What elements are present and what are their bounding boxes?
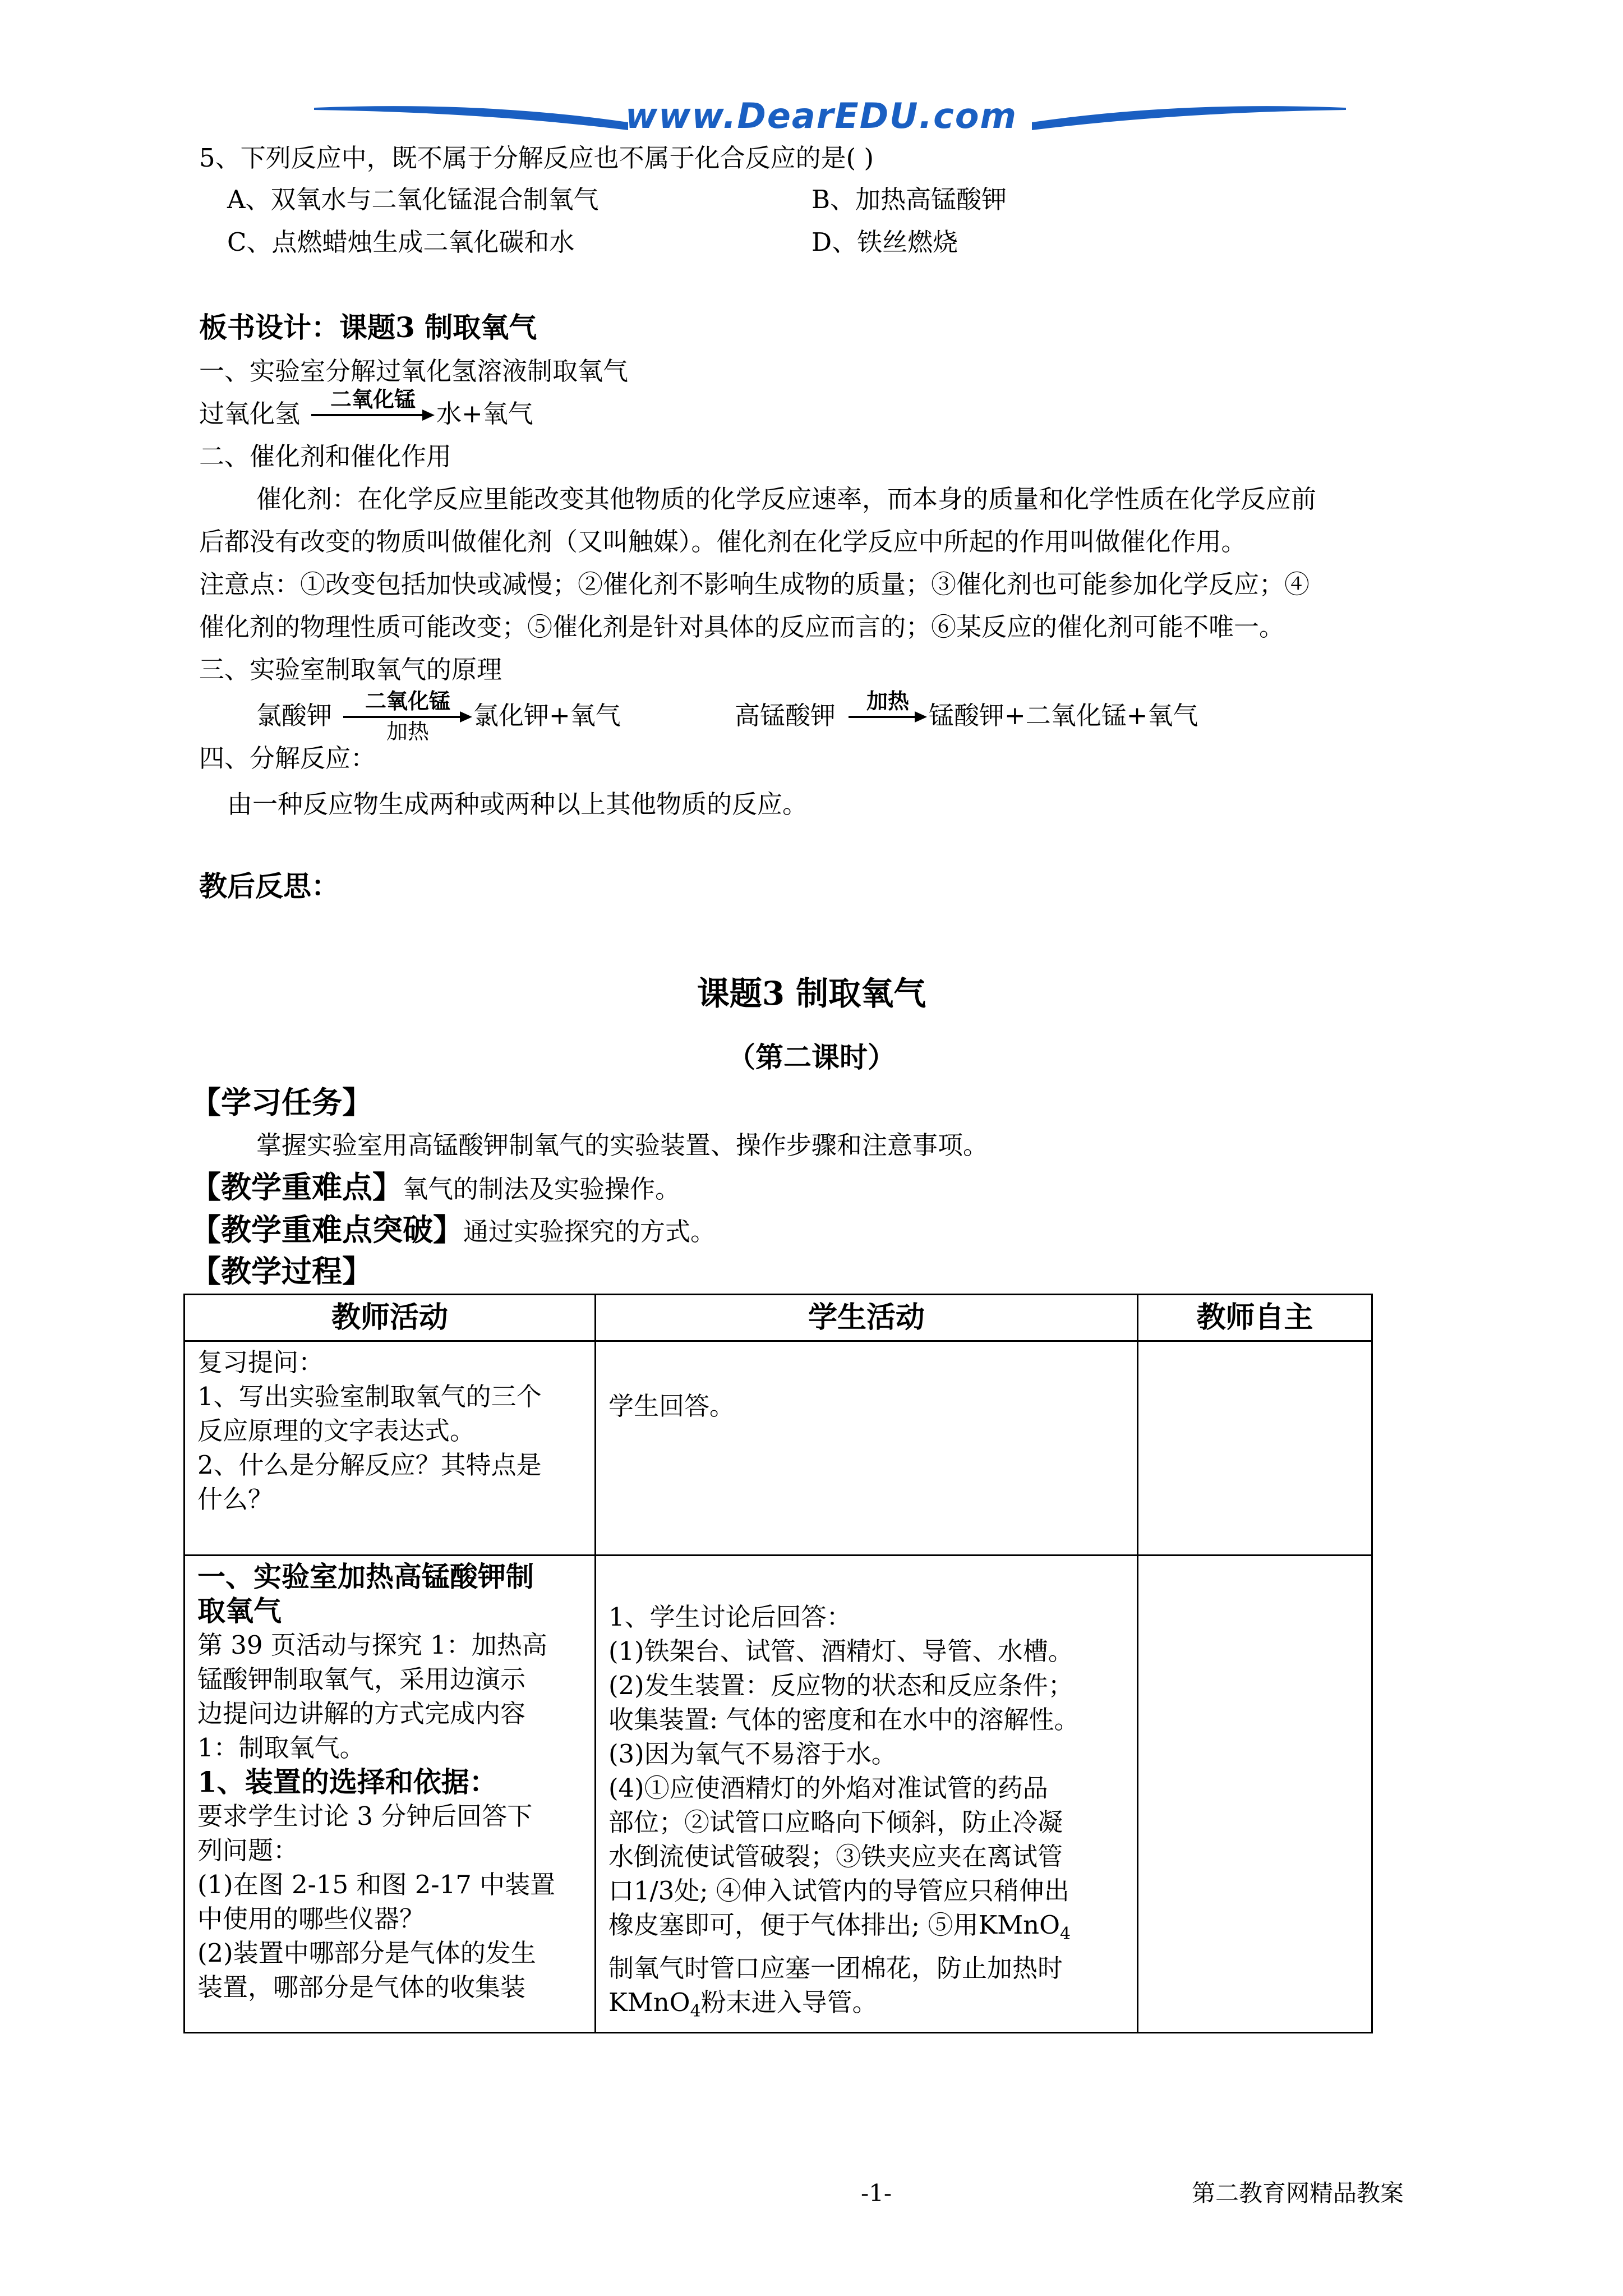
eq3-products: 锰酸钾+二氧化锰+氧气	[929, 701, 1198, 730]
eq3-reactant: 高锰酸钾	[735, 701, 836, 730]
eq2-condition: 加热	[386, 719, 429, 744]
decomposition-def: 由一种反应物生成两种或两种以上其他物质的反应。	[227, 789, 808, 819]
notes-1: 注意点：①改变包括加快或减慢；②催化剂不影响生成物的质量；③催化剂也可能参加化学反应；④	[199, 569, 1310, 599]
breakthrough-label: 【教学重难点突破】	[191, 1212, 463, 1248]
eq1-reactant: 过氧化氢	[199, 399, 301, 429]
row2-student-line	[608, 1908, 1124, 1951]
header-student-activity: 学生活动	[596, 1295, 1138, 1341]
row2-notes	[1138, 1556, 1372, 2033]
row2-student-line: 1、学生讨论后回答：	[608, 1602, 852, 1632]
breakthrough	[191, 1213, 716, 1249]
subscript-4: 4	[1060, 1924, 1071, 1944]
teaching-process-table	[183, 1294, 1373, 2033]
row2-student-line: (3)因为氧气不易溶于水。	[608, 1739, 897, 1769]
eq2-reactant: 氯酸钾	[256, 701, 333, 730]
process-label: 【教学过程】	[191, 1253, 372, 1289]
option-a: A、双氧水与二氧化锰混合制氧气	[227, 185, 599, 214]
row2-teacher-line: 中使用的哪些仪器？	[197, 1904, 425, 1934]
eq3-arrow	[849, 689, 927, 728]
row1-teacher-line: 1、写出实验室制取氧气的三个	[197, 1382, 542, 1411]
site-logo-text: www.DearEDU.com	[625, 95, 1018, 136]
header-teacher-notes: 教师自主	[1138, 1295, 1372, 1341]
eq2-catalyst: 二氧化锰	[365, 688, 450, 714]
question-stem: 5、下列反应中，既不属于分解反应也不属于化合反应的是( )	[199, 143, 874, 173]
row2-teacher-line: 锰酸钾制取氧气，采用边演示	[197, 1664, 526, 1694]
option-b: B、加热高锰酸钾	[811, 185, 1007, 214]
row1-teacher-line: 反应原理的文字表达式。	[197, 1416, 476, 1446]
row2-teacher-line: 边提问边讲解的方式完成内容	[197, 1699, 526, 1728]
row2-student-line: 部位；②试管口应略向下倾斜，防止冷凝	[608, 1807, 1063, 1837]
board-section-3: 三、实验室制取氧气的原理	[199, 655, 502, 684]
row2-student-line: (1)铁架台、试管、酒精灯、导管、水槽。	[608, 1636, 1073, 1666]
row2-student-line: (2)发生装置：反应物的状态和反应条件；	[608, 1671, 1073, 1700]
footer-source: 第二教育网精品教案	[1192, 2179, 1404, 2207]
subscript-4: 4	[690, 2001, 701, 2021]
row2-student	[596, 1556, 1138, 2033]
row2-teacher-line: (2)装置中哪部分是气体的发生	[197, 1938, 536, 1968]
row1-teacher-line: 复习提问：	[197, 1347, 324, 1377]
key-text: 氧气的制法及实验操作。	[403, 1174, 681, 1204]
row2-teacher-line: 列问题：	[197, 1835, 299, 1865]
row1-teacher-line: 什么？	[197, 1484, 274, 1514]
row2-teacher-line: 要求学生讨论 3 分钟后回答下	[197, 1801, 533, 1831]
lesson-title: 课题3 制取氧气	[697, 974, 926, 1013]
key-points	[191, 1170, 680, 1206]
task-label: 【学习任务】	[191, 1084, 372, 1120]
kmno4-text: 橡皮塞即可，便于气体排出; ⑤用KMnO	[608, 1910, 1061, 1940]
row2-student-line: 收集装置: 气体的密度和在水中的溶解性。	[608, 1705, 1080, 1734]
reflection-label: 教后反思：	[199, 869, 339, 903]
row1-teacher-line: 2、什么是分解反应？其特点是	[197, 1450, 542, 1480]
row2-teacher-line: 装置，哪部分是气体的收集装	[197, 1972, 526, 2002]
row2-student-line	[608, 1985, 1124, 2028]
row2-teacher-line: (1)在图 2-15 和图 2-17 中装置	[197, 1870, 556, 1899]
row2-teacher-heading: 取氧气	[197, 1594, 282, 1627]
row1-teacher	[185, 1341, 596, 1556]
lesson-subtitle: （第二课时）	[727, 1041, 896, 1074]
notes-2: 催化剂的物理性质可能改变；⑤催化剂是针对具体的反应而言的；⑥某反应的催化剂可能不唯一。	[199, 612, 1285, 642]
row2-teacher-heading: 一、实验室加热高锰酸钾制	[197, 1560, 534, 1593]
row2-student-line: (4)①应使酒精灯的外焰对准试管的药品	[608, 1773, 1048, 1803]
row2-student-line: 口1/3处; ④伸入试管内的导管应只稍伸出	[608, 1876, 1069, 1906]
eq2-products: 氯化钾+氧气	[473, 701, 621, 730]
row2-teacher-subheading: 1、装置的选择和依据：	[197, 1765, 497, 1798]
board-title: 板书设计：课题3 制取氧气	[199, 311, 537, 344]
board-section-4: 四、分解反应：	[199, 743, 376, 773]
board-section-2: 二、催化剂和催化作用	[199, 441, 452, 471]
option-c: C、点燃蜡烛生成二氧化碳和水	[227, 227, 575, 257]
table-row	[185, 1341, 1372, 1556]
eq1-products: 水+氧气	[436, 399, 533, 429]
eq3-condition: 加热	[866, 688, 909, 714]
row2-teacher	[185, 1556, 596, 2033]
eq1-arrow	[311, 387, 435, 426]
kmno4-tail-text: 粉末进入导管。	[700, 1987, 878, 2017]
page-number: -1-	[861, 2179, 892, 2207]
task-text: 掌握实验室用高锰酸钾制氧气的实验装置、操作步骤和注意事项。	[256, 1130, 989, 1160]
row1-notes	[1138, 1341, 1372, 1556]
table-header-row	[185, 1295, 1372, 1341]
board-section-1: 一、实验室分解过氧化氢溶液制取氧气	[199, 356, 629, 386]
option-d: D、铁丝燃烧	[811, 227, 958, 257]
row2-student-line: 制氧气时管口应塞一团棉花，防止加热时	[608, 1953, 1063, 1983]
eq2-arrow	[343, 689, 472, 745]
header-teacher-activity: 教师活动	[185, 1295, 596, 1341]
row2-teacher-line: 第 39 页活动与探究 1：加热高	[197, 1630, 547, 1660]
kmno4-text: KMnO	[608, 1987, 690, 2017]
catalyst-def-1: 催化剂：在化学反应里能改变其他物质的化学反应速率，而本身的质量和化学性质在化学反应前	[256, 484, 1317, 514]
breakthrough-text: 通过实验探究的方式。	[463, 1217, 716, 1246]
row1-student-line: 学生回答。	[608, 1391, 735, 1421]
key-label: 【教学重难点】	[191, 1169, 403, 1205]
eq1-catalyst: 二氧化锰	[330, 386, 416, 412]
catalyst-def-2: 后都没有改变的物质叫做催化剂（又叫触媒）。催化剂在化学反应中所起的作用叫做催化作用。	[199, 527, 1247, 556]
row2-teacher-line: 1：制取氧气。	[197, 1733, 365, 1763]
table-row	[185, 1556, 1372, 2033]
row2-student-line: 水倒流使试管破裂；③铁夹应夹在离试管	[608, 1842, 1063, 1871]
row1-student	[596, 1341, 1138, 1556]
